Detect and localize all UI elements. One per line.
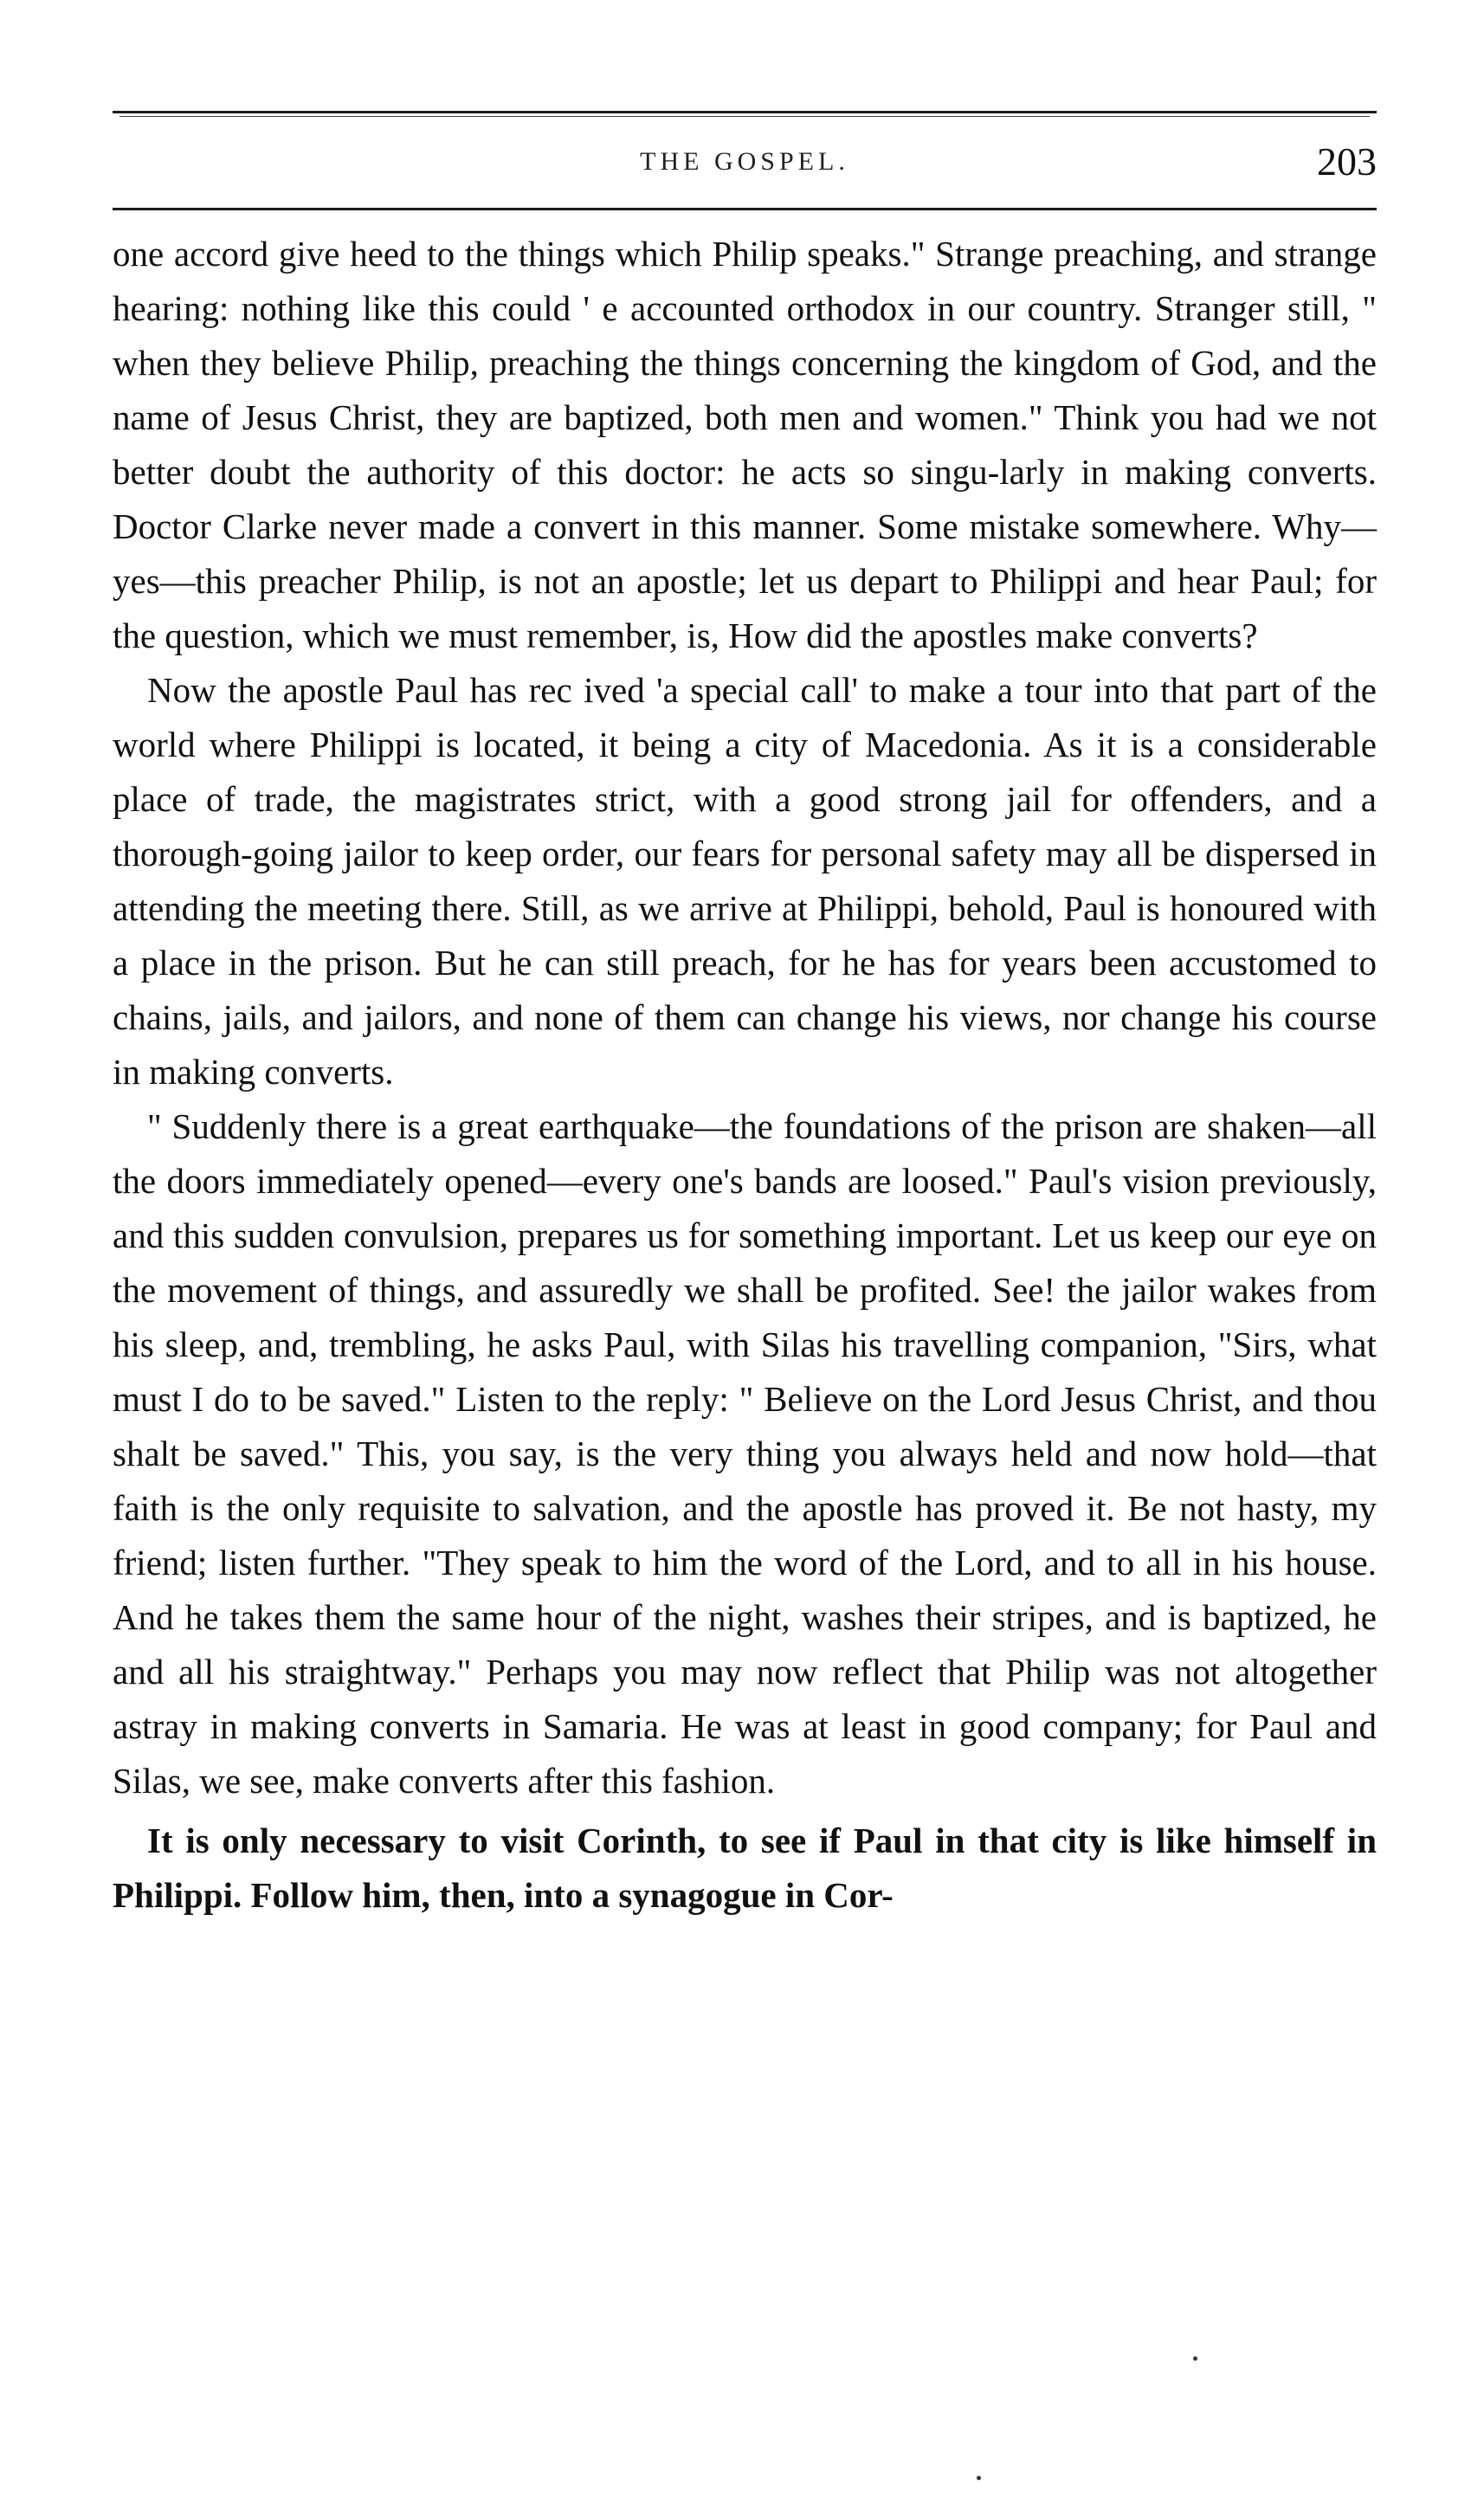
body-text — [113, 227, 1377, 1923]
running-head — [113, 139, 1377, 190]
top-rule-thin — [119, 116, 1370, 117]
running-title: THE GOSPEL. — [640, 147, 849, 176]
paragraph-2: Now the apostle Paul has rec ived 'a special call' to make a tour into that part of the world where Philippi is located, it being a city of Macedonia. As it is a considerable place of trade, the magistrates strict, with a good strong jail for offenders, and a thorough-going jailor to keep order, our fears for personal safety may all be dispersed in attending the meeting there. Still, as we arrive at Philippi, behold, Paul is honoured with a place in the prison. But he can still preach, for he has for years been accustomed to chains, jails, and jailors, and none of them can change his views, nor change his course in making converts. — [113, 670, 1377, 1092]
paragraph-4: It is only necessary to visit Corinth, to see if Paul in that city is like himself in Philippi. Follow him, then, into a synagogue in Cor- — [113, 1821, 1377, 1915]
print-speck — [1193, 2356, 1197, 2361]
paragraph-3: " Suddenly there is a great earthquake—the foundations of the prison are shaken—all the doors immediately opened—every one's bands are loosed." Paul's vision previously, and this sudden convulsion, prepares us for something important. Let us keep our eye on the movement of things, and assuredly we shall be profited. See! the jailor wakes from his sleep, and, trembling, he asks Paul, with Silas his travelling companion, "Sirs, what must I do to be saved." Listen to the reply: " Believe on the Lord Jesus Christ, and thou shalt be saved." This, you say, is the very thing you always held and now hold—that faith is the only requisite to salvation, and the apostle has proved it. Be not hasty, my friend; listen further. "They speak to him the word of the Lord, and to all in his house. And he takes them the same hour of the night, washes their stripes, and is baptized, he and all his straightway." Perhaps you may now reflect that Philip was not altogether astray in making converts in Samaria. He was at least in good company; for Paul and Silas, we see, make converts after this fashion. — [113, 1106, 1377, 1801]
page-number: 203 — [1317, 139, 1377, 184]
head-rule — [113, 208, 1377, 210]
paragraph-1: one accord give heed to the things which Philip speaks." Strange preaching, and strange hearing: nothing like this could ' e accounted orthodox in our country. Stranger still, " when they believe Philip, preaching the things concerning the kingdom of God, and the name of Jesus Christ, they are baptized, both men and women." Think you had we not better doubt the authority of this doctor: he acts so singu-larly in making converts. Doctor Clarke never made a convert in this manner. Some mistake somewhere. Why—yes—this preacher Philip, is not an apostle; let us depart to Philippi and hear Paul; for the question, which we must remember, is, How did the apostles make converts? — [113, 234, 1377, 655]
top-rule — [113, 111, 1377, 113]
print-speck — [977, 2476, 981, 2480]
